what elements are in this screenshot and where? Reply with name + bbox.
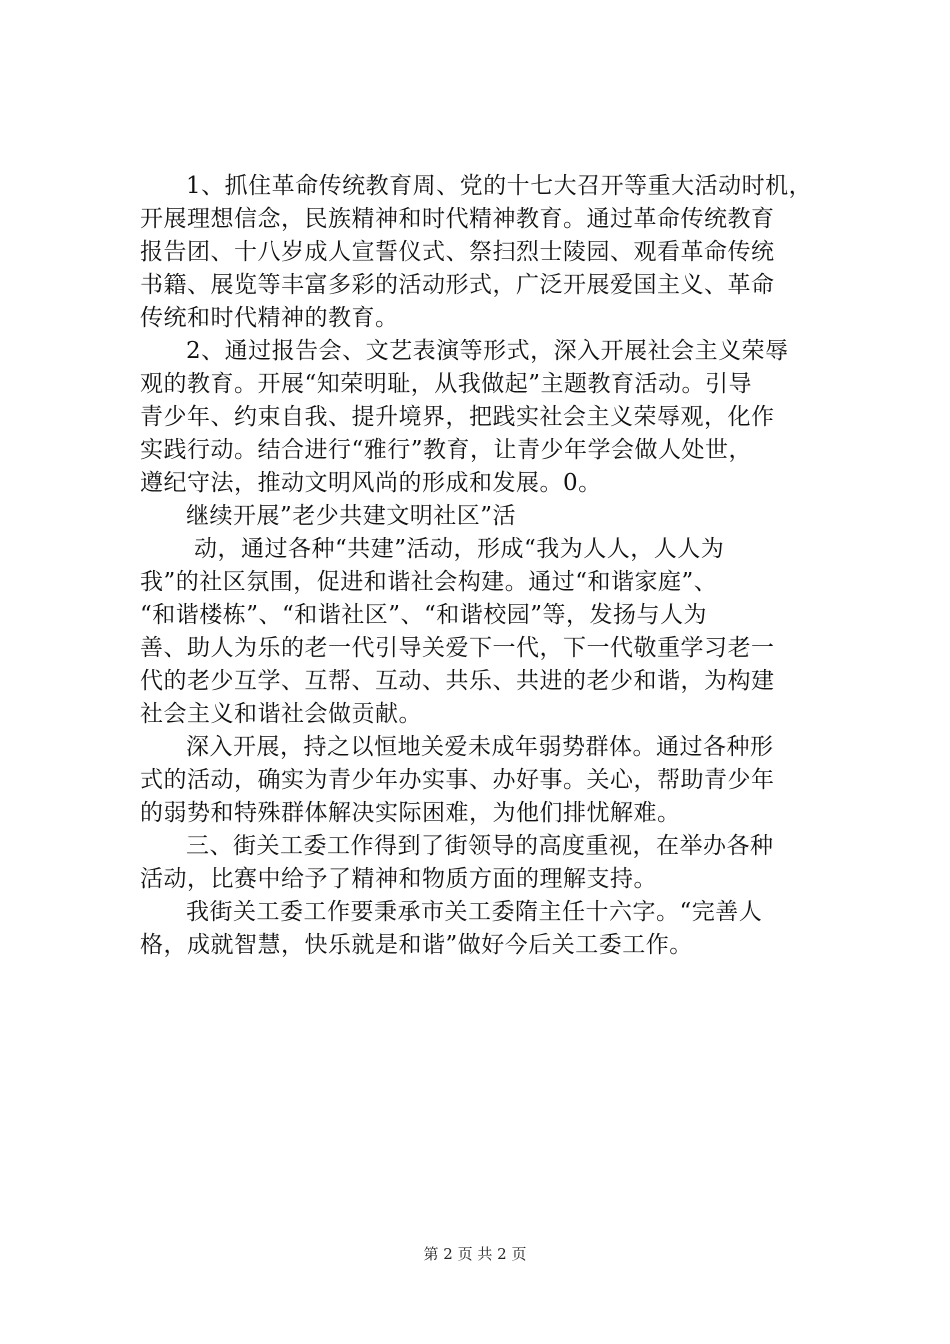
document-body bbox=[140, 170, 830, 962]
text-line: 式的活动，确实为青少年办实事、办好事。关心，帮助青少年 bbox=[140, 767, 775, 793]
text-line: 报告团、十八岁成人宣誓仪式、祭扫烈士陵园、观看革命传统 bbox=[140, 239, 775, 265]
text-line: 我”的社区氛围，促进和谐社会构建。通过“和谐家庭”、 bbox=[140, 569, 718, 595]
text-line: 代的老少互学、互帮、互动、共乐、共进的老少和谐，为构建 bbox=[140, 668, 775, 694]
text-line: 传统和时代精神的教育。 bbox=[140, 305, 399, 331]
text-line: 观的教育。开展“知荣明耻，从我做起”主题教育活动。引导 bbox=[140, 371, 753, 397]
text-line: “和谐楼栋”、“和谐社区”、“和谐校园”等，发扬与人为 bbox=[140, 602, 708, 628]
text-line: 1、抓住革命传统教育周、党的十七大召开等重大活动时机， bbox=[186, 173, 813, 199]
text-line: 格，成就智慧，快乐就是和谐”做好今后关工委工作。 bbox=[140, 932, 693, 958]
text-line: 青少年、约束自我、提升境界，把践实社会主义荣辱观，化作 bbox=[140, 404, 775, 430]
text-line: 遵纪守法，推动文明风尚的形成和发展。0。 bbox=[140, 470, 602, 496]
page-footer: 第 2 页 共 2 页 bbox=[423, 1245, 527, 1263]
text-line: 书籍、展览等丰富多彩的活动形式，广泛开展爱国主义、革命 bbox=[140, 272, 775, 298]
text-line: 2、通过报告会、文艺表演等形式，深入开展社会主义荣辱 bbox=[186, 338, 789, 364]
text-line: 开展理想信念，民族精神和时代精神教育。通过革命传统教育 bbox=[140, 206, 775, 232]
text-line: 活动，比赛中给予了精神和物质方面的理解支持。 bbox=[140, 866, 657, 892]
text-line: 动，通过各种“共建”活动，形成“我为人人，人人为 bbox=[194, 536, 725, 562]
text-line: 三、街关工委工作得到了街领导的高度重视，在举办各种 bbox=[186, 833, 774, 859]
text-line: 社会主义和谐社会做贡献。 bbox=[140, 701, 422, 727]
text-line: 深入开展，持之以恒地关爱未成年弱势群体。通过各种形 bbox=[186, 734, 774, 760]
text-line: 善、助人为乐的老一代引导关爱下一代，下一代敬重学习老一 bbox=[140, 635, 775, 661]
text-line: 我街关工委工作要秉承市关工委隋主任十六字。“完善人 bbox=[186, 899, 763, 925]
text-line: 继续开展”老少共建文明社区”活 bbox=[186, 503, 517, 529]
text-line: 实践行动。结合进行“雅行”教育，让青少年学会做人处世， bbox=[140, 437, 753, 463]
text-line: 的弱势和特殊群体解决实际困难，为他们排忧解难。 bbox=[140, 800, 681, 826]
